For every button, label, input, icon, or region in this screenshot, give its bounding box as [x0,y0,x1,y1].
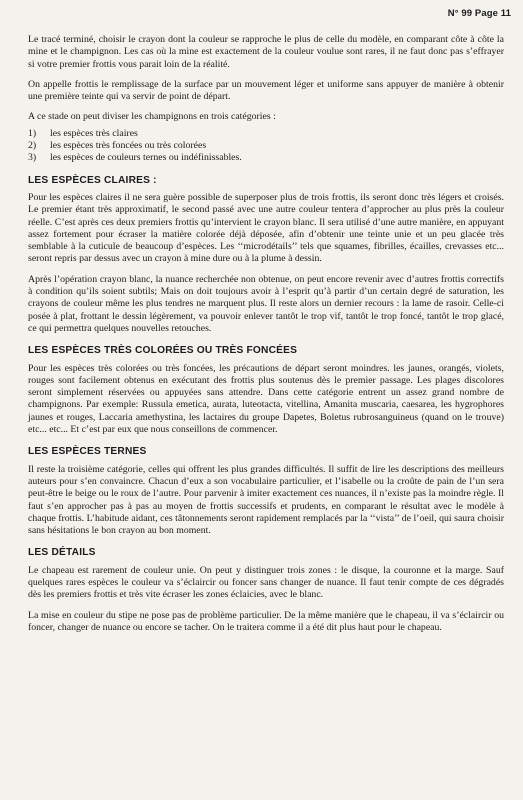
category-number: 3) [28,152,37,164]
category-number: 2) [28,140,37,152]
intro-paragraph-1: Le tracé terminé, choisir le crayon dont la couleur se rapproche le plus de celle du modèle, en comparant côte à côte la mine et le champignon. Les cas où la mine est exactement de la couleur voulue sont rares, il ne faut donc pas s’effrayer si votre premier frottis vous parait loin de la réalité. [28,34,504,70]
claires-paragraph-2: Après l’opération crayon blanc, la nuance recherchée non obtenue, on peut encore revenir avec d’autres frottis correctifs à condition qu’ils soient subtils; Mais on doit toujours avoir à l’esprit qu’à partir d’un certain degré de saturation, les crayons de couleur même les plus tendres ne marquent plus. Il reste alors un dernier recours : la lame de rasoir. Celle-ci posée à plat, frottant le dessin légèrement, va pouvoir enlever tantôt le trop vif, tantôt le trop foncé, tantôt le trop glacé, ce qui permettra quelques nouvelles retouches. [28,273,504,334]
intro-paragraph-3: A ce stade on peut diviser les champignons en trois catégories : [28,111,276,123]
claires-paragraph-1: Pour les espèces claires il ne sera guère possible de superposer plus de trois frottis, ils seront donc très légers et croisés. Le premier étant très approximatif, le second passé avec une autre couleur tentera d’approcher au plus près la couleur réelle. C’est après ces deux premiers frottis qu’intervient le crayon blanc. Il sera utilisé d’une autre manière, en appuyant assez fortement pour écraser la matière colorée déjà déposée, afin d’obtenir une teinte unie et un peu glacée très semblable à la cuticule de beaucoup d’espèces. Les ‘‘microdétails’’ tels que squames, fibrilles, écailles, crevasses etc... seront repris par dessus avec un crayon à mine dure ou à la plume à dessin. [28,191,504,265]
details-paragraph-2: La mise en couleur du stipe ne pose pas de problème particulier. De la même manière que le chapeau, il va s’éclaircir ou foncer, changer de nuance ou encore se tacher. On le traitera comme il a été dit plus haut pour le chapeau. [28,609,504,633]
section-heading-claires: LES ESPÈCES CLAIRES : [28,174,157,186]
category-number: 1) [28,127,37,139]
category-item [28,152,504,164]
section-heading-foncees: LES ESPÈCES TRÈS COLORÉES OU TRÈS FONCÉES [28,345,298,357]
foncees-paragraph-1: Pour les espèces très colorées ou très foncées, les précautions de départ seront moindres. les jaunes, orangés, violets, rouges sont facilement obtenus en exécutant des frottis plus soutenus dès le premier passage. Les plages discolores seront simplement réservées ou appuyées sans attendre. Dans cette catégorie entrent un assez grand nombre de champignons. Par exemple: Russula emetica, aurata, luteotacta, vitellina, Amanita muscaria, caesarea, les hygrophores jaunes et rouges, Laccaria amethystina, les lactaires du groupe Dapetes, Boletus rubrosanguineus (quand on le trouve) etc... etc... Et c’est par eux que nous conseillons de commencer. [28,362,504,436]
category-text: les espèces de couleurs ternes ou indéfinissables. [50,152,242,164]
intro-paragraph-2: On appelle frottis le remplissage de la surface par un mouvement léger et uniforme sans appuyer de manière à obtenir une première teinte qui va servir de point de départ. [28,78,504,103]
ternes-paragraph-1: Il reste la troisième catégorie, celles qui offrent les plus grandes difficultés. Il suffit de lire les descriptions des meilleurs auteurs pour s’en convaincre. Chacun d’eux a son vocabulaire particulier, et l’isabelle ou la croûte de pain de l’un sera peut-être le beige ou le roux de l’autre. Pour parvenir à imiter exactement ces nuances, il n’existe pas la moindre règle. Il faut s’en approcher pas à pas au moyen de frottis successifs et prudents, en comparant le résultat avec le modèle à chaque frottis. L’habitude aidant, ces tâtonnements seront rapidement remplacés par la ‘‘vista’’ de l’oeil, qui saura choisir sans hésitations le bon crayon au bon moment. [28,463,504,537]
category-text: les espèces très claires [50,127,138,139]
category-list [28,128,504,165]
category-text: les espèces très foncées ou très colorées [50,140,207,152]
section-heading-ternes: LES ESPÈCES TERNES [28,446,147,458]
page-number-header: N° 99 Page 11 [447,8,511,19]
details-paragraph-1: Le chapeau est rarement de couleur unie. On peut y distinguer trois zones : le disque, la couronne et la marge. Sauf quelques rares espèces le couleur va s’éclaircir ou foncer sans changer de nuance. Il faut tenir compte de ces dégradés dès les premiers frottis et très vite écraser les zones éclaicies, avec le blanc. [28,564,504,601]
article-body [28,34,504,642]
category-item [28,128,504,140]
section-heading-details: LES DÉTAILS [28,547,96,559]
category-item [28,140,504,152]
